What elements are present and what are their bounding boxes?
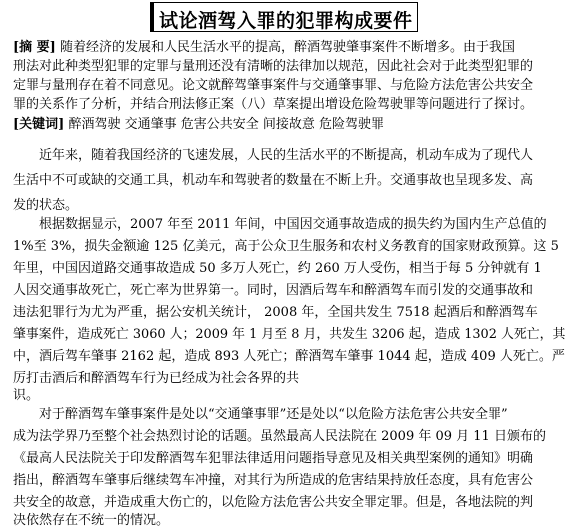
- abstract-line-4: 罪的关系作了分析，并结合刑法修正案（八）草案提出增设危险驾驶罪等问题进行了探讨。: [13, 97, 534, 112]
- paragraph-line: 违法犯罪行为尤为严重，据公安机关统计， 2008 年，全国共发生 7518 起酒后和醉酒驾车: [13, 305, 538, 320]
- paragraph-line: 成为法学界乃至整个社会热烈讨论的话题。虽然最高人民法院在 2009 年 09 月 11 日颁布的: [13, 429, 546, 444]
- paragraph-line: 决依然存在不统一的情况。: [13, 513, 170, 528]
- paragraph-line: 厉打击酒后和醉酒驾车行为已经成为社会各界的共: [13, 371, 300, 386]
- abstract-line-3: 定罪与量刑存在着不同意见。论文就醉驾肇事案件与交通肇事罪、与危险方法危害公共安全: [13, 78, 534, 93]
- title-left-rule: [151, 3, 154, 31]
- body-paragraph-3: [13, 405, 565, 528]
- paragraph-line: 年里，中国因道路交通事故造成 50 多万人死亡，约 260 万人受伤，相当于每 5 分钟就有 1: [13, 261, 542, 276]
- paragraph-line: 肇事案件，造成死亡 3060 人；2009 年 1 月至 8 月，共发生 3206 起，造成 1302 人死亡，其: [13, 327, 566, 342]
- keywords-line: [13, 115, 384, 134]
- title-box: [150, 2, 418, 32]
- title-row: [0, 0, 572, 36]
- paragraph-line: 1%至 3%，损失金额逾 125 亿美元，高于公众卫生服务和农村义务教育的国家财政预算。这 5: [13, 239, 559, 254]
- paragraph-line: 人因交通事故死亡，死亡率为世界第一。同时，因酒后驾车和醉酒驾车而引发的交通事故和: [13, 283, 534, 298]
- paragraph-line: 对于醉酒驾车肇事案件是处以“交通肇事罪”还是处以“以危险方法危害公共安全罪”: [39, 407, 508, 422]
- paragraph-line: 指出，醉酒驾车肇事后继续驾车冲撞，对其行为所造成的危害结果持放任态度，具有危害公: [13, 473, 534, 488]
- keywords-label: [关键词]: [13, 117, 65, 132]
- body-paragraph-2: [13, 215, 565, 405]
- paper-title: 试论酒驾入罪的犯罪构成要件: [159, 10, 413, 32]
- abstract-label: [摘 要]: [13, 40, 56, 55]
- paragraph-line: 生活中不可或缺的交通工具，机动车和驾驶者的数量在不断上升。交通事故也呈现多发、高: [13, 173, 534, 188]
- body-paragraph-1: [13, 146, 565, 212]
- paragraph-line: 近年来，随着我国经济的飞速发展，人民的生活水平的不断提高，机动车成为了现代人: [39, 148, 534, 163]
- paragraph-line: 识。: [13, 388, 40, 403]
- keywords-text: 醉酒驾驶 交通肇事 危害公共安全 间接故意 危险驾驶罪: [64, 117, 384, 132]
- paragraph-line: 《最高人民法院关于印发醉酒驾车犯罪法律适用问题指导意见及相关典型案例的通知》明确: [13, 451, 534, 466]
- paragraph-line: 共安全的故意，并造成重大伤亡的，以危险方法危害公共安全罪定罪。但是，各地法院的判: [13, 495, 534, 510]
- paragraph-line: 中，酒后驾车肇事 2162 起，造成 893 人死亡；醉酒驾车肇事 1044 起，造成 409 人死亡。严: [13, 349, 565, 364]
- paragraph-line: 发的状态。: [13, 198, 79, 213]
- paragraph-line: 根据数据显示，2007 年至 2011 年间，中国因交通事故造成的损失约为国内生产总值的: [39, 217, 547, 232]
- abstract: [13, 38, 565, 140]
- abstract-line-2: 刑法对此种类型犯罪的定罪与量刑还没有清晰的法律加以规范，因此社会对于此类型犯罪的: [13, 59, 534, 74]
- abstract-line-1: [摘 要] 随着经济的发展和人民生活水平的提高，醉酒驾驶肇事案件不断增多。由于我国: [13, 40, 515, 55]
